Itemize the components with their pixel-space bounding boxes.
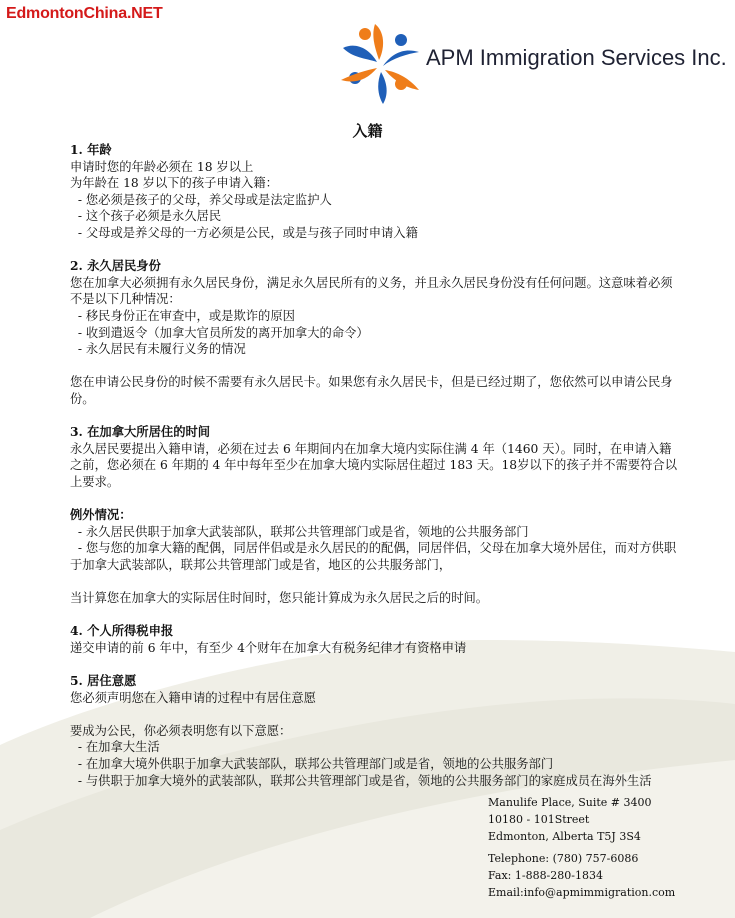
document-body [70,142,682,789]
body-paragraph: 您在加拿大必须拥有永久居民身份，满足永久居民所有的义务，并且永久居民身份没有任何问题。这意味着必须不是以下几种情况： [70,275,673,307]
section-heading: 1. 年龄 [70,142,112,157]
section-heading: 例外情况： [70,507,132,523]
body-line: 当计算您在加拿大的实际居住时间时，您只能计算成为永久居民之后的时间。 [70,591,489,606]
section-exceptions [70,507,682,607]
section-heading: 2. 永久居民身份 [70,258,161,274]
body-line: - 在加拿大境外供职于加拿大武装部队，联邦公共管理部门或是省，领地的公共服务部门 [70,756,554,771]
body-line: - 父母或是养父母的一方必须是公民，或是与孩子同时申请入籍 [70,225,418,240]
body-paragraph: - 您与您的加拿大籍的配偶，同居伴侣或是永久居民的的配偶，同居伴侣，父母在加拿大境外居住，而对方供职于加拿大武装部队，联邦公共管理部门或是省，地区的公共服务部门， [70,541,677,572]
address-line: Manulife Place, Suite # 3400 [488,796,652,809]
body-line: - 移民身份正在审查中，或是欺诈的原因 [70,308,295,323]
phone-number: Telephone: (780) 757-6086 [488,852,639,865]
address-line: 10180 - 101Street [488,813,590,826]
company-logo-icon [335,18,425,106]
company-name: APM Immigration Services Inc. [426,45,727,70]
section-heading: 4. 个人所得税申报 [70,623,174,639]
body-line: - 您必须是孩子的父母，养父母或是法定监护人 [70,192,332,207]
body-line: 申请时您的年龄必须在 18 岁以上 [70,159,254,174]
body-line: - 在加拿大生活 [70,740,160,755]
section-permanent-resident [70,258,682,407]
body-paragraph: 永久居民要提出入籍申请，必须在过去 6 年期间内在加拿大境内实际住满 4 年（1460 天）。同时，在申请入籍之前，您必须在 6 年期的 4 年中每年至少在加拿大境内实际居住超过 183 天。18岁以下的孩子并不需要符合以上要求。 [70,441,677,489]
section-residence-intent [70,673,682,789]
address-line: Edmonton, Alberta T5J 3S4 [488,830,641,843]
contact-footer [488,794,675,901]
section-age [70,142,682,242]
email-address: Email:info@apmimmigration.com [488,886,676,899]
body-line: - 永久居民供职于加拿大武装部队，联邦公共管理部门或是省，领地的公共服务部门 [70,524,529,539]
document-title: 入籍 [352,122,383,140]
site-watermark: EdmontonChina.NET [6,5,163,22]
section-residence-time [70,424,682,490]
section-heading: 3. 在加拿大所居住的时间 [70,424,211,440]
section-heading: 5. 居住意愿 [70,673,137,688]
fax-number: Fax: 1-888-280-1834 [488,869,603,882]
body-line: - 永久居民有未履行义务的情况 [70,342,246,357]
body-paragraph: 您在申请公民身份的时候不需要有永久居民卡。如果您有永久居民卡，但是已经过期了，您依然可以申请公民身份。 [70,375,673,406]
body-line: - 这个孩子必须是永久居民 [70,209,222,224]
body-line: - 收到遣返令（加拿大官员所发的离开加拿大的命令） [70,325,369,340]
body-line: 要成为公民，你必须表明您有以下意愿： [70,723,292,738]
body-line: 为年龄在 18 岁以下的孩子申请入籍： [70,176,278,191]
body-line: 递交申请的前 6 年中，有至少 4个财年在加拿大有税务纪律才有资格申请 [70,640,467,655]
body-line: - 与供职于加拿大境外的武装部队，联邦公共管理部门或是省，领地的公共服务部门的家庭成员在海外生活 [70,773,652,788]
body-line: 您必须声明您在入籍申请的过程中有居住意愿 [70,690,316,705]
section-income-tax [70,623,682,656]
